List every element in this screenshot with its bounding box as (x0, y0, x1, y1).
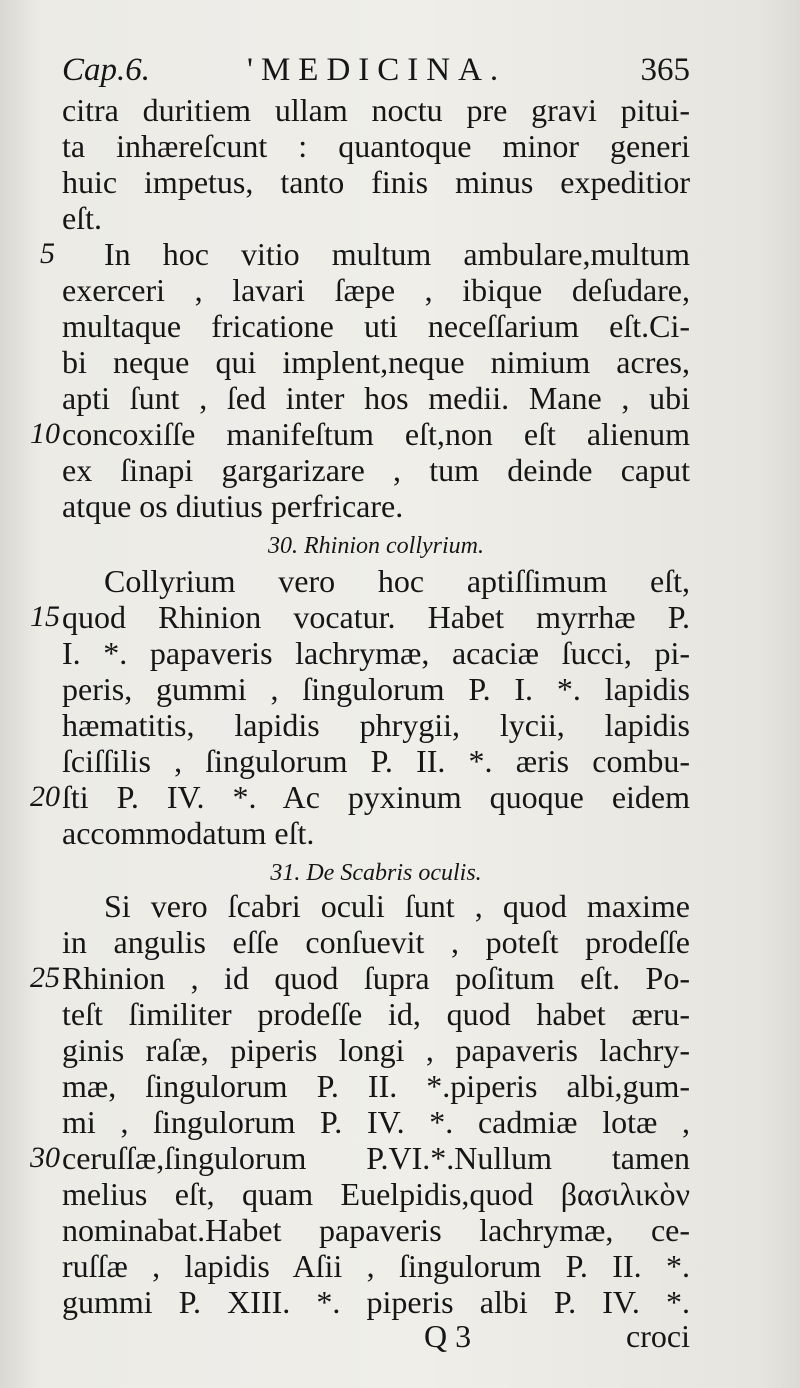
text-line: quod Rhinion vocatur. Habet myrrhæ P. (62, 599, 690, 635)
text-line: melius eſt, quam Euelpidis,quod βασιλικὸν (62, 1176, 690, 1212)
chapter-label: Cap.6. (62, 52, 151, 88)
text-line: concoxiſſe manifeſtum eſt,non eſt alienum (62, 416, 690, 452)
text-line: atque os diutius perfricare. (62, 488, 404, 524)
text-line: mi , ſingulorum P. IV. *. cadmiæ lotæ , (62, 1104, 690, 1140)
text-line: huic impetus, tanto finis minus expeditior (62, 164, 690, 200)
line-number: 25 (30, 961, 60, 994)
text-line: in angulis eſſe conſuevit , poteſt prodeſſe (62, 924, 690, 960)
line-number: 5 (40, 237, 55, 270)
running-title: 'MEDICINA. (247, 52, 507, 88)
text-line: exerceri , lavari ſæpe , ibique deſudare, (62, 272, 690, 308)
text-line: Si vero ſcabri oculi ſunt , quod maxime (104, 888, 690, 924)
text-line: ex ſinapi gargarizare , tum deinde caput (62, 452, 690, 488)
text-line: mæ, ſingulorum P. II. *.piperis albi,gum- (62, 1068, 690, 1104)
text-line: I. *. papaveris lachrymæ, acaciæ ſucci, pi- (62, 635, 690, 671)
text-line: accommodatum eſt. (62, 815, 315, 851)
text-line: ginis raſæ, piperis longi , papaveris lachry- (62, 1032, 690, 1068)
text-line: bi neque qui implent,neque nimium acres, (62, 344, 690, 380)
text-line: ta inhæreſcunt : quantoque minor generi (62, 128, 690, 164)
text-line: multaque fricatione uti neceſſarium eſt.Ci- (62, 308, 690, 344)
line-number: 15 (30, 600, 60, 633)
text-line: Rhinion , id quod ſupra poſitum eſt. Po- (62, 960, 690, 996)
line-number: 20 (30, 780, 60, 813)
catchword: croci (626, 1318, 690, 1354)
text-line: ruſſæ , lapidis Aſii , ſingulorum P. II. *. (62, 1248, 690, 1284)
section-heading: 31. De Scabris oculis. (270, 860, 482, 886)
section-heading: 30. Rhinion collyrium. (268, 533, 484, 559)
text-line: peris, gummi , ſingulorum P. I. *. lapidis (62, 671, 690, 707)
text-line: hæmatitis, lapidis phrygii, lycii, lapidis (62, 707, 690, 743)
page-footer (62, 1318, 690, 1358)
text-line: nominabat.Habet papaveris lachrymæ, ce- (62, 1212, 690, 1248)
signature-mark: Q 3 (424, 1318, 472, 1354)
text-line: Collyrium vero hoc aptiſſimum eſt, (104, 563, 690, 599)
line-number: 30 (30, 1141, 60, 1174)
text-line: ſti P. IV. *. Ac pyxinum quoque eidem (62, 779, 690, 815)
text-line: gummi P. XIII. *. piperis albi P. IV. *. (62, 1284, 690, 1320)
text-line: ſciſſilis , ſingulorum P. II. *. æris combu- (62, 743, 690, 779)
text-line: In hoc vitio multum ambulare,multum (104, 236, 690, 272)
line-number: 10 (30, 417, 60, 450)
page-number: 365 (640, 52, 690, 88)
text-line: apti ſunt , ſed inter hos medii. Mane , ubi (62, 380, 690, 416)
text-line: ceruſſæ,ſingulorum P.VI.*.Nullum tamen (62, 1140, 690, 1176)
text-line: citra duritiem ullam noctu pre gravi pitui- (62, 92, 690, 128)
text-line: teſt ſimiliter prodeſſe id, quod habet æru- (62, 996, 690, 1032)
page-header (62, 46, 690, 96)
text-line: eſt. (62, 200, 102, 236)
